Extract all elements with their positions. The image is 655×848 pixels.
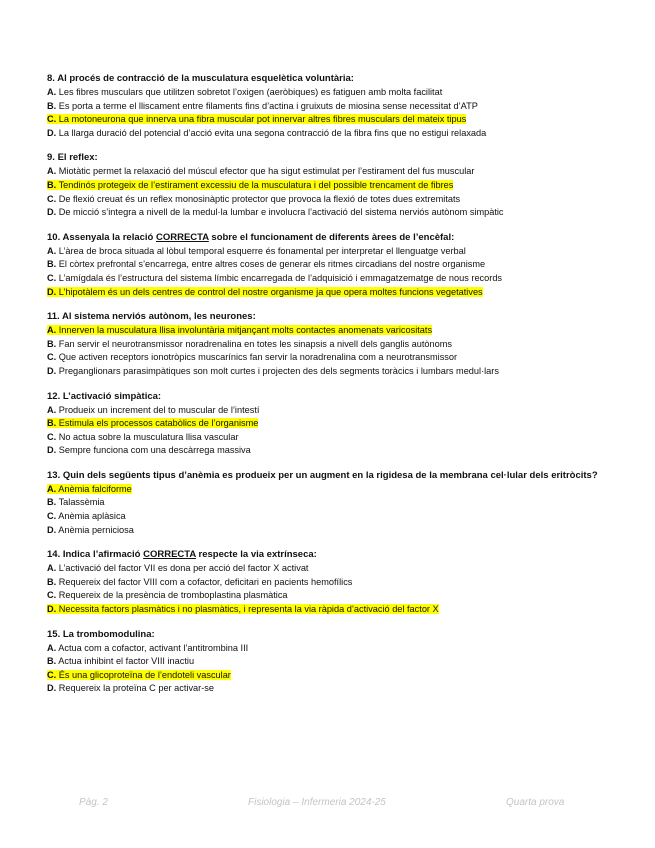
question-block (47, 390, 622, 458)
option-text: Necessita factors plasmàtics i no plasmàtics, i representa la via ràpida d’activació del factor X (58, 604, 439, 615)
option-letter: B. (47, 656, 57, 667)
option-letter: C. (47, 590, 57, 601)
option-text: L’àrea de broca situada al lòbul temporal esquerre és fonamental per interpretar el llenguatge verbal (58, 245, 466, 256)
question-block (47, 310, 622, 378)
answer-option-highlighted (47, 113, 622, 127)
question-title (47, 72, 622, 85)
option-letter: D. (47, 524, 57, 535)
option-letter: C. (47, 114, 57, 125)
question-number: 8. (47, 73, 55, 84)
question-number: 12. (47, 390, 61, 402)
question-title (47, 390, 622, 403)
answer-option (47, 100, 622, 114)
question-emphasis: CORRECTA (143, 549, 196, 561)
question-text: Al sistema nerviós autònom, les neurones: (61, 311, 256, 323)
option-letter: C. (47, 352, 57, 363)
answer-option (47, 245, 622, 259)
option-letter: A. (47, 483, 57, 494)
question-text: El reflex: (57, 152, 98, 164)
option-text: No actua sobre la musculatura llisa vascular (58, 431, 239, 442)
option-letter: A. (47, 325, 57, 336)
option-text: La motoneurona que innerva una fibra muscular pot innervar altres fibres musculars del mateix tipus (58, 114, 467, 125)
page-footer (0, 797, 655, 811)
question-text: Quin dels següents tipus d’anèmia es produeix per un augment en la rigidesa de la membrana cel·lular dels eritròcits? (62, 469, 598, 481)
footer-course-title: Fisiologia – Infermeria 2024-25 (248, 797, 386, 808)
option-text: El còrtex prefrontal s’encarrega, entre altres coses de generar els ritmes circadians del nostre organisme (58, 259, 486, 270)
question-number: 15. (47, 628, 61, 640)
option-text: Preganglionars parasimpàtiques son molt curtes i projecten des dels segments toràcics i lumbars medul·lars (58, 365, 499, 376)
option-text: Tendinós protegeix de l’estirament excessiu de la musculatura i del possible trencament de fibres (58, 179, 454, 190)
option-letter: C. (47, 272, 57, 283)
option-text: Fan servir el neurotransmissor noradrenalina en totes les sinapsis a nivell dels ganglis autònoms (58, 338, 452, 349)
option-letter: D. (47, 286, 57, 297)
option-text: Innerven la musculatura llisa involuntària mitjançant molts contactes anomenats varicositats (58, 325, 433, 336)
option-text: Es porta a terme el lliscament entre filaments fins d’actina i gruixuts de miosina sense necessitat d’ATP (58, 100, 478, 111)
question-title (47, 310, 622, 323)
question-title (47, 628, 622, 641)
question-block (47, 628, 622, 696)
answer-option-highlighted (47, 417, 622, 431)
question-number: 10. (47, 231, 61, 243)
option-text: Les fibres musculars que utilitzen sobretot l’oxigen (aeròbiques) es fatiguen amb molta facilitat (58, 87, 443, 97)
answer-option (47, 589, 622, 603)
option-letter: A. (47, 642, 57, 653)
question-block (47, 548, 622, 616)
answer-option (47, 444, 622, 458)
question-text: L’activació simpàtica: (62, 390, 162, 402)
option-letter: B. (47, 259, 57, 270)
question-title (47, 231, 622, 244)
answer-option (47, 655, 622, 669)
option-text: Produeix un increment del to muscular de l’intestí (58, 404, 260, 415)
option-letter: A. (47, 563, 57, 574)
option-letter: B. (47, 418, 57, 429)
option-letter: B. (47, 179, 57, 190)
option-letter: D. (47, 445, 57, 456)
question-emphasis: CORRECTA (156, 231, 209, 243)
option-text: Anèmia falciforme (58, 483, 132, 494)
answer-option-highlighted (47, 603, 622, 617)
option-letter: C. (47, 193, 57, 204)
option-text: Anèmia perniciosa (58, 524, 134, 535)
answer-option (47, 682, 622, 696)
option-text: Sempre funciona com una descàrrega massiva (58, 445, 251, 456)
answer-option (47, 272, 622, 286)
option-text: Requereix de la presència de tromboplastina plasmàtica (58, 590, 288, 601)
question-number: 13. (47, 469, 61, 481)
option-letter: A. (47, 245, 57, 256)
option-text: L’activació del factor VII es dona per acció del factor X activat (58, 563, 309, 574)
option-letter: A. (47, 404, 57, 415)
answer-option (47, 404, 622, 418)
answer-option (47, 351, 622, 365)
option-letter: D. (47, 683, 57, 694)
option-text: L’hipotàlem és un dels centres de control del nostre organisme ja que opera moltes funcions vegetatives (58, 286, 483, 297)
question-title (47, 151, 622, 164)
question-text: Al procés de contracció de la musculatura esquelètica voluntària: (57, 73, 354, 84)
option-letter: C. (47, 511, 57, 522)
question-block (47, 72, 622, 140)
answer-option (47, 576, 622, 590)
option-text: Miotàtic permet la relaxació del múscul efector que ha sigut estimulat per l’estirament del fus muscular (58, 166, 475, 177)
question-block (47, 151, 622, 219)
option-text: Talassèmia (58, 497, 105, 508)
option-letter: D. (47, 127, 57, 138)
footer-exam-name: Quarta prova (506, 797, 565, 808)
answer-option (47, 193, 622, 207)
option-letter: D. (47, 604, 57, 615)
question-text-end: sobre el funcionament de diferents àrees de l’encèfal: (208, 231, 455, 243)
question-text: Indica l’afirmació (62, 549, 144, 561)
answer-option (47, 431, 622, 445)
option-text: Estimula els processos catabòlics de l’organisme (58, 418, 259, 429)
option-text: De micció s’integra a nivell de la medul·la lumbar e involucra l’activació del sistema nerviós autònom simpàtic (58, 207, 504, 218)
option-letter: C. (47, 669, 57, 680)
question-text: La trombomodulina: (62, 628, 155, 640)
question-text: Assenyala la relació (62, 231, 156, 243)
question-number: 9. (47, 152, 55, 164)
option-letter: B. (47, 497, 57, 508)
option-letter: A. (47, 87, 57, 97)
answer-option-highlighted (47, 179, 622, 193)
option-letter: C. (47, 431, 57, 442)
answer-option (47, 496, 622, 510)
answer-option (47, 86, 622, 100)
question-text-end: respecte la via extrínseca: (195, 549, 317, 561)
option-text: Requereix del factor VIII com a cofactor, deficitari en pacients hemofílics (58, 576, 353, 587)
answer-option-highlighted (47, 483, 622, 497)
answer-option (47, 258, 622, 272)
question-number: 14. (47, 549, 61, 561)
question-title (47, 548, 622, 561)
option-text: Anèmia aplàsica (58, 511, 126, 522)
question-block (47, 231, 622, 299)
answer-option (47, 510, 622, 524)
option-letter: A. (47, 166, 57, 177)
answer-option (47, 338, 622, 352)
question-block (47, 469, 622, 537)
option-text: Requereix la proteïna C per activar-se (58, 683, 214, 694)
option-letter: D. (47, 207, 57, 218)
option-letter: B. (47, 338, 57, 349)
question-list (47, 72, 622, 707)
answer-option-highlighted (47, 324, 622, 338)
answer-option-highlighted (47, 669, 622, 683)
option-text: Actua inhibint el factor VIII inactiu (58, 656, 195, 667)
answer-option (47, 562, 622, 576)
answer-option (47, 165, 622, 179)
answer-option (47, 524, 622, 538)
option-letter: D. (47, 365, 57, 376)
answer-option (47, 206, 622, 220)
answer-option (47, 127, 622, 141)
option-text: L’amígdala és l’estructura del sistema límbic encarregada de l’adquisició i emmagatzematge de nous records (58, 272, 503, 283)
answer-option-highlighted (47, 286, 622, 300)
answer-option (47, 642, 622, 656)
option-text: Actua com a cofactor, activant l’antitrombina III (58, 642, 249, 653)
question-number: 11. (47, 311, 60, 323)
option-text: Que activen receptors ionotròpics muscarínics fan servir la noradrenalina com a neurotransmissor (58, 352, 458, 363)
footer-page-number: Pàg. 2 (79, 797, 108, 808)
question-title (47, 469, 622, 482)
option-letter: B. (47, 576, 57, 587)
answer-option (47, 365, 622, 379)
option-text: De flexió creuat és un reflex monosinàptic protector que provoca la flexió de totes dues extremitats (58, 193, 461, 204)
option-text: És una glicoproteïna de l’endoteli vascular (58, 669, 231, 680)
option-letter: B. (47, 100, 57, 111)
option-text: La llarga duració del potencial d’acció evita una segona contracció de la fibra fins que no estigui relaxada (58, 127, 487, 138)
